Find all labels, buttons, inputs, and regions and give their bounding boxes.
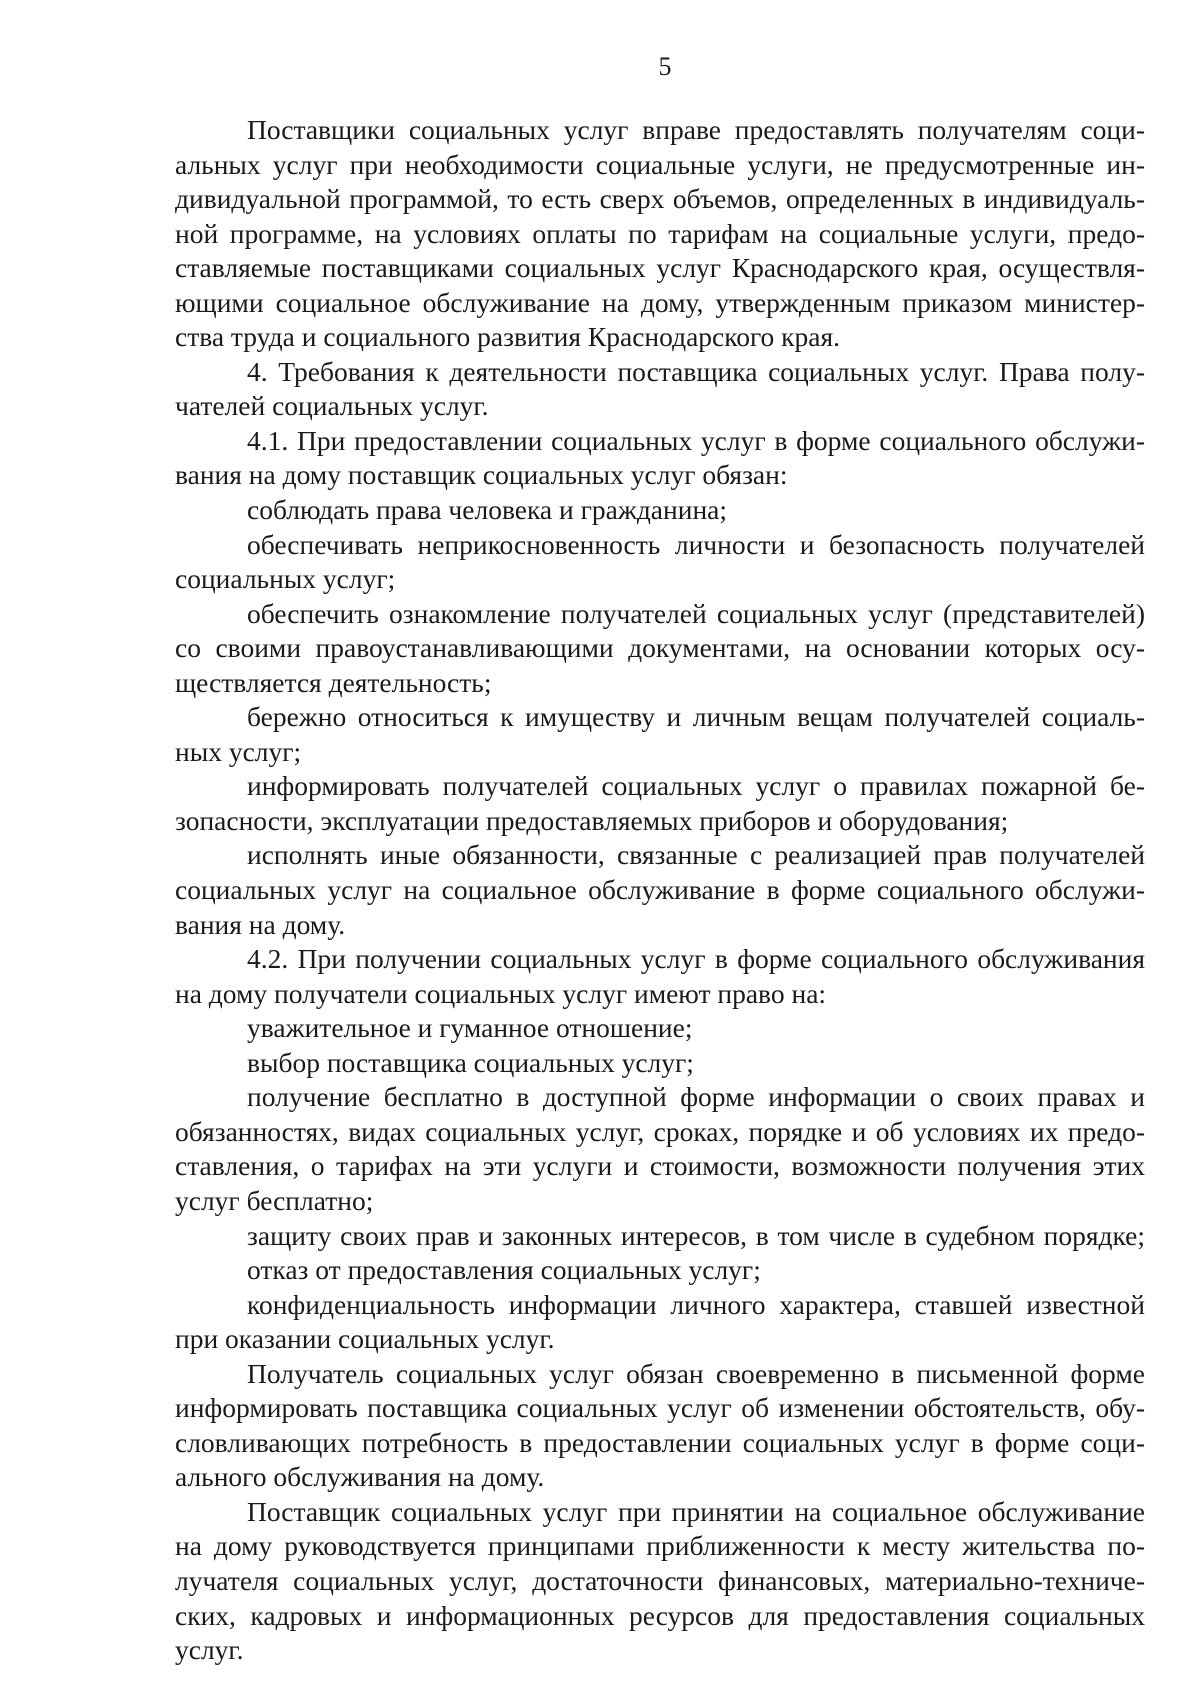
text-line: Поставщик социальных услуг при принятии на социальное обслуживание <box>247 1495 1145 1527</box>
text-line: лучателя социальных услуг, достаточности финансовых, материально-техниче- <box>175 1564 1145 1596</box>
text-line: словливающих потребность в предоставлении социальных услуг в форме соци- <box>175 1426 1145 1458</box>
text-line: соблюдать права человека и гражданина; <box>247 494 728 526</box>
text-line: зопасности, эксплуатации предоставляемых приборов и оборудования; <box>175 804 1009 836</box>
text-line: вания на дому поставщик социальных услуг обязан: <box>175 459 788 491</box>
text-line: обеспечить ознакомление получателей социальных услуг (представителей) <box>247 597 1145 629</box>
text-line: конфиденциальность информации личного характера, ставшей известной <box>247 1288 1145 1320</box>
text-line: ставляемые поставщиками социальных услуг Краснодарского края, осуществля- <box>175 252 1145 284</box>
text-line: информировать получателей социальных услуг о правилах пожарной бе- <box>247 770 1145 802</box>
text-line: при оказании социальных услуг. <box>175 1323 555 1355</box>
text-line: ских, кадровых и информационных ресурсов для предоставления социальных <box>175 1599 1145 1631</box>
text-line: ных услуг; <box>175 735 302 767</box>
text-line: на дому получатели социальных услуг имеют право на: <box>175 977 827 1009</box>
text-line: уважительное и гуманное отношение; <box>247 1012 693 1044</box>
text-line: бережно относиться к имуществу и личным вещам получателей социаль- <box>247 701 1145 733</box>
text-line: дивидуальной программой, то есть сверх объемов, определенных в индивидуаль- <box>175 183 1145 215</box>
text-line: чателей социальных услуг. <box>175 390 489 422</box>
text-line: вания на дому. <box>175 908 346 940</box>
text-line: ющими социальное обслуживание на дому, утвержденным приказом министер- <box>175 286 1145 318</box>
text-line: получение бесплатно в доступной форме информации о своих правах и <box>247 1081 1145 1113</box>
text-line: Поставщики социальных услуг вправе предоставлять получателям соци- <box>247 114 1145 145</box>
text-line: ставления, о тарифах на эти услуги и стоимости, возможности получения этих <box>175 1150 1145 1182</box>
text-line: ства труда и социального развития Краснодарского края. <box>175 321 841 353</box>
text-line: защиту своих прав и законных интересов, в том числе в судебном порядке; <box>247 1219 1145 1251</box>
document-body <box>175 113 1145 1668</box>
text-line: на дому руководствуется принципами приближенности к месту жительства по- <box>175 1530 1145 1562</box>
text-line: ной программе, на условиях оплаты по тарифам на социальные услуги, предо- <box>175 217 1145 249</box>
text-line: 4.2. При получении социальных услуг в форме социального обслуживания <box>247 943 1145 975</box>
text-line: выбор поставщика социальных услуг; <box>247 1046 694 1078</box>
text-line: исполнять иные обязанности, связанные с реализацией прав получателей <box>247 839 1145 871</box>
text-line: альных услуг при необходимости социальные услуги, не предусмотренные ин- <box>175 148 1145 180</box>
text-line: социальных услуг на социальное обслуживание в форме социального обслужи- <box>175 874 1145 906</box>
text-line: услуг. <box>175 1634 244 1666</box>
page-number: 5 <box>658 52 672 81</box>
text-line: 4.1. При предоставлении социальных услуг в форме социального обслужи- <box>247 424 1145 456</box>
text-line: отказ от предоставления социальных услуг; <box>247 1254 761 1286</box>
text-line: обязанностях, видах социальных услуг, сроках, порядке и об условиях их предо- <box>175 1115 1145 1147</box>
text-line: услуг бесплатно; <box>175 1184 374 1216</box>
text-line: социальных услуг; <box>175 563 396 595</box>
text-line: информировать поставщика социальных услуг об изменении обстоятельств, обу- <box>175 1392 1145 1424</box>
text-line: обеспечивать неприкосновенность личности и безопасность получателей <box>247 528 1145 560</box>
text-line: ществляется деятельность; <box>175 666 492 698</box>
text-line: со своими правоустанавливающими документами, на основании которых осу- <box>175 632 1145 664</box>
text-line: Получатель социальных услуг обязан своевременно в письменной форме <box>247 1357 1145 1389</box>
text-line: ального обслуживания на дому. <box>175 1461 545 1493</box>
text-line: 4. Требования к деятельности поставщика социальных услуг. Права полу- <box>247 355 1145 387</box>
